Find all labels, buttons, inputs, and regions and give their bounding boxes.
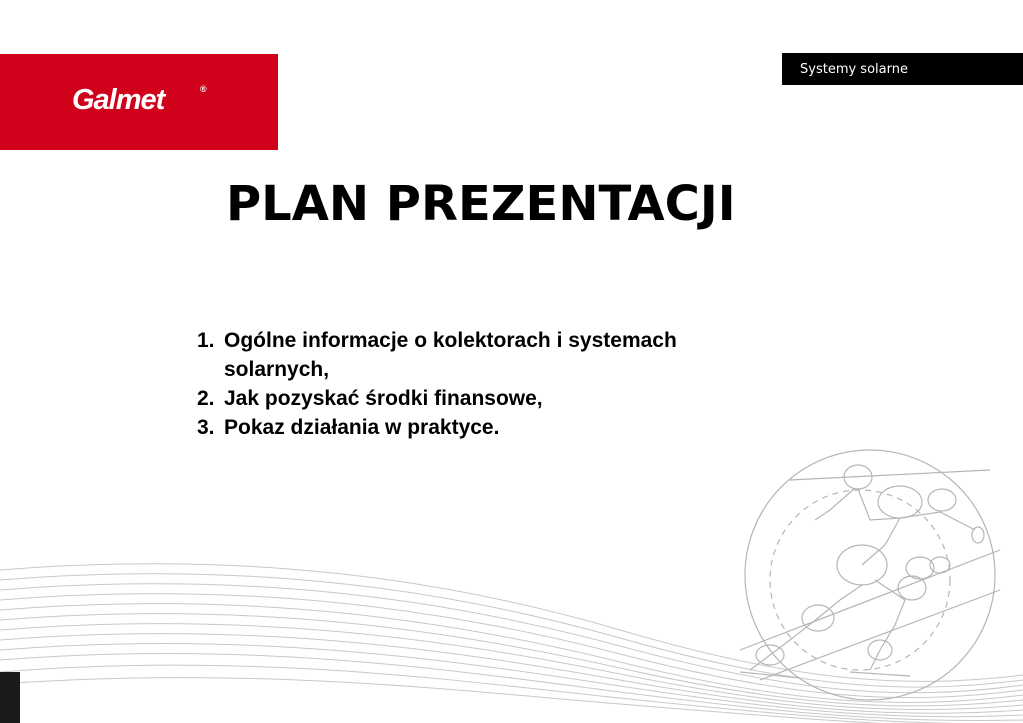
agenda-item-text: Pokaz działania w praktyce. (224, 416, 500, 439)
agenda-item-number: 1. (197, 329, 215, 352)
decorative-illustration (0, 440, 1023, 723)
agenda-list (197, 326, 777, 442)
corner-bar (0, 672, 20, 723)
registered-mark: ® (200, 84, 207, 94)
agenda-item (197, 384, 777, 413)
section-label: Systemy solarne (800, 62, 908, 77)
agenda-item (197, 326, 777, 384)
skater-sketch-icon (740, 450, 1000, 700)
agenda-item-text: Ogólne informacje o kolektorach i systemach solarnych, (224, 329, 677, 381)
agenda-item (197, 413, 777, 442)
agenda-item-number: 3. (197, 416, 215, 439)
agenda-item-text: Jak pozyskać środki finansowe, (224, 387, 543, 410)
galmet-logo: Galmet (72, 84, 165, 116)
decorative-wave-lines (0, 564, 1023, 723)
agenda-item-number: 2. (197, 387, 215, 410)
slide-title: PLAN PREZENTACJI (226, 176, 736, 232)
